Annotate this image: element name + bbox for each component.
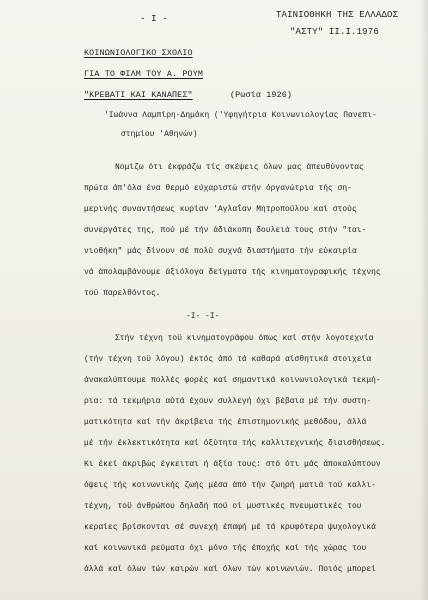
page-edge-shadow — [420, 0, 428, 600]
paragraph-line: συνεργάτες της, πού μέ τήν άδιάκοπη δουλειά τους στήν "ται- — [84, 226, 367, 235]
paragraph-line: άλλά καί όλων τών καιρών καί όλων τών κοινωνιών. Ποιός μπορεί — [84, 565, 376, 574]
author-line-2: στημίου 'Αθηνών) — [121, 130, 198, 139]
paragraph-line: τέχνη, τοϋ άνθρώπου δηλαδή πού οί μυστικές πνευματικές του — [84, 502, 362, 511]
paragraph-line: πρώτα άπ'όλα ένα θερμό εύχαριστώ στήν όργανώτρια τής ση- — [84, 184, 352, 193]
paragraph-line: καί κοινωνικά ρεύματα όχι μόνο τής έποχής καί τής χώρας του — [84, 544, 367, 553]
film-origin: (Ρωσία 1926) — [230, 90, 293, 100]
film-title: "ΚΡΕΒΑΤΙ ΚΑΙ ΚΑΝΑΠΕΣ" — [84, 90, 193, 100]
paragraph-line: (τήν τέχνη τοϋ λόγου) έκτός άπό τά καθαρά αίσθητικά στοιχεία — [84, 355, 372, 364]
paragraph-line: νιοθήκη" μάς δίνουν σέ πολύ συχνά διαστήματα τήν εύκαιρία — [84, 247, 357, 256]
archive-date: "ΑΣΤΥ" II.I.1976 — [290, 27, 379, 37]
section-separator: -I- -I- — [186, 312, 220, 321]
paragraph-line: Νομίζω ότι έκφράζω τίς σκέψεις όλων μας άπευθύνοντας — [115, 163, 364, 172]
paragraph-line: άνακαλύπτουμε πολλές φορές καί σημαντικά κοινωνιολογικά τεκμή- — [84, 376, 381, 385]
paragraph-line: μερινής συναντήσεως κυρίαν 'Αγλαΐαν Μητροπούλου καί στούς — [84, 205, 357, 214]
paragraph-line: ματικότητα καί τήν άκρίβεια τής έπιστημονικής μεθόδου, άλλά — [84, 418, 367, 427]
paragraph-line: νά άπολαμβάνουμε άξιόλογα δείγματα τής κινηματογραφικής τέχνης — [84, 268, 381, 277]
archive-name: ΤΑΙΝΙΟΘΗΚΗ ΤΗΣ ΕΛΛΑΔΟΣ — [276, 10, 399, 20]
page-number: - I - — [140, 14, 168, 24]
author-line-1: 'Ιωάννα Λαμπίρη-Δημάκη ('Υφηγήτρια Κοινωνιολογίας Πανεπι- — [104, 111, 377, 120]
paragraph-line: τοϋ παρελθόντος. — [84, 289, 161, 298]
paragraph-line: Κι έκεί άκριβώς έγκειται ή άξία τους: στό ότι μάς άποκαλύπτουν — [84, 460, 381, 469]
heading-line-2: ΓΙΑ ΤΟ ΦΙΛΜ ΤΟΥ Α. ΡΟΥΜ — [84, 69, 204, 79]
paragraph-line: κεραίες βρίσκονται σέ συνεχή έπαφή μέ τά κρυφότερα ψυχολογικά — [84, 523, 376, 532]
paragraph-line: όψεις τής κοινωνικής ζωής μέσα άπό τήν ζωηρή ματιά τοϋ καλλι- — [84, 481, 376, 490]
paragraph-line: ρια: τά τεκμήρια αύτά έχουν συλλεγή όχι βέβαια μέ τήν συστη- — [84, 397, 372, 406]
paragraph-line: Στήν τέχνη τοϋ κινηματογράφου όπως καί στήν λογοτεχνία — [115, 334, 374, 343]
heading-line-1: ΚΟΙΝΩΝΙΟΛΟΓΙΚΟ ΣΧΟΛΙΟ — [84, 48, 193, 58]
paragraph-line: μέ τήν έκλεκτικότητα καί όξύτητα τής καλλιτεχνικής διαισθήσεως. — [84, 439, 386, 448]
